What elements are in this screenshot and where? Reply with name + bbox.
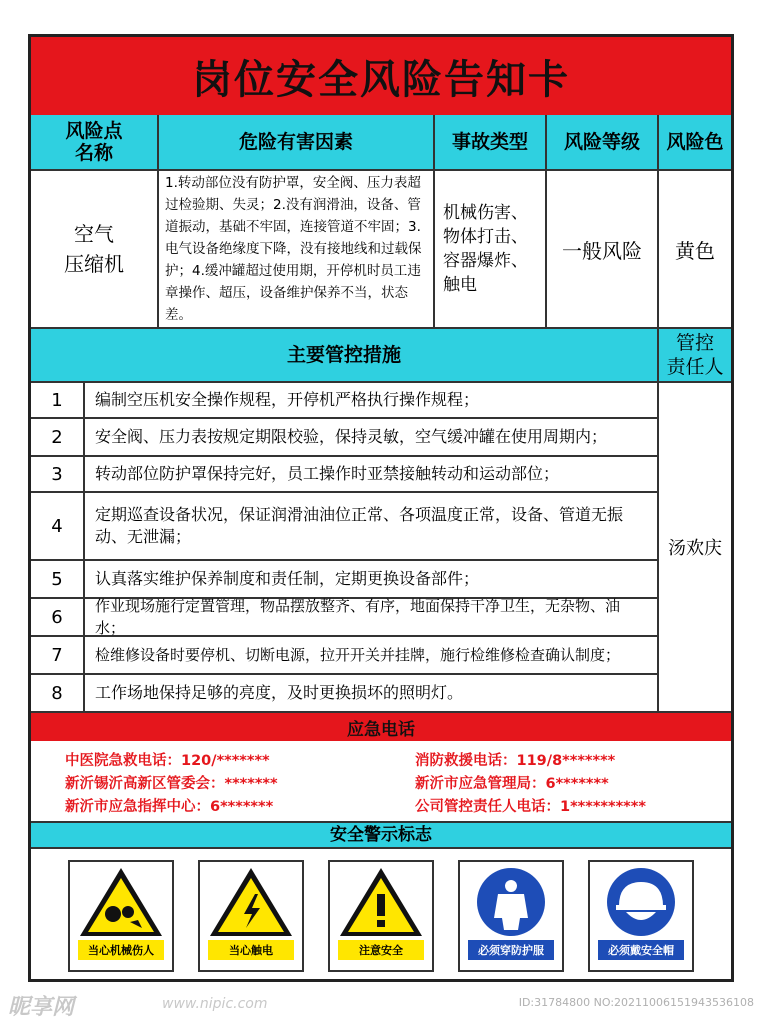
- sign-label: 当心触电: [208, 940, 294, 960]
- phone-emergency-bureau: 新沂市应急管理局：6*******: [415, 776, 609, 792]
- sign-caution: [328, 860, 434, 972]
- risk-point-line2: 压缩机: [64, 252, 124, 276]
- risk-point-line1: 空气: [74, 222, 114, 246]
- responsible-header-line2: 责任人: [666, 356, 724, 378]
- phone-company-responsible: 公司管控责任人电话：1**********: [415, 799, 646, 815]
- measure-number: 8: [31, 675, 85, 713]
- measure-text: 作业现场施行定置管理，物品摆放整齐、有序，地面保持干净卫生，无杂物、油水；: [85, 599, 659, 637]
- safety-helmet-icon: [590, 862, 692, 942]
- phone-hospital: 中医院急救电话：120/*******: [65, 753, 270, 769]
- protective-clothing-icon: [460, 862, 562, 942]
- accident-text: 机械伤害、物体打击、容器爆炸、触电: [443, 203, 528, 295]
- accident-cell: [435, 171, 547, 329]
- hazard-text: 1.转动部位没有防护罩，安全阀、压力表超过检验期、失灵；2.没有润滑油，设备、管道振动，基础不牢固，连接管道不牢固；3.电气设备绝缘度下降，没有接地线和过载保护；4.缓冲罐超过使用期，开停机时员工违章操作、超压，设备维护保养不当，状态差。: [165, 175, 422, 323]
- header-accident: [435, 115, 547, 171]
- hazard-cell: [159, 171, 435, 329]
- page-title: 岗位安全风险告知卡: [192, 56, 570, 103]
- measure-text: 编制空压机安全操作规程，开停机严格执行操作规程；: [85, 383, 659, 419]
- measure-text: 定期巡查设备状况，保证润滑油油位正常、各项温度正常，设备、管道无振动、无泄漏；: [85, 493, 659, 561]
- watermark-logo: 昵享网: [8, 995, 75, 1020]
- phone-committee: 新沂锡沂高新区管委会：*******: [65, 776, 278, 792]
- signs-header: [31, 821, 731, 849]
- risk-notice-card: [28, 34, 734, 982]
- sign-label: 注意安全: [338, 940, 424, 960]
- sign-label: 必须穿防护服: [468, 940, 554, 960]
- measure-text: 转动部位防护罩保持完好，员工操作时亚禁接触转动和运动部位；: [85, 457, 659, 493]
- phone-fire: 消防救援电话：119/8*******: [415, 753, 616, 769]
- responsible-person-cell: [659, 383, 731, 713]
- header-color-label: 风险色: [666, 131, 724, 153]
- measure-text: 工作场地保持足够的亮度，及时更换损坏的照明灯。: [85, 675, 659, 713]
- header-risk-point-line1: 风险点: [65, 120, 123, 142]
- sign-safety-helmet: [588, 860, 694, 972]
- header-risk-point: [31, 115, 159, 171]
- measure-number: 1: [31, 383, 85, 419]
- sign-protective-clothing: [458, 860, 564, 972]
- sign-electric: [198, 860, 304, 972]
- header-level-label: 风险等级: [563, 131, 640, 153]
- responsible-person: 汤欢庆: [668, 538, 722, 559]
- sign-label: 当心机械伤人: [78, 940, 164, 960]
- phone-command-center: 新沂市应急指挥中心：6*******: [65, 799, 274, 815]
- emergency-header-label: 应急电话: [347, 719, 415, 740]
- sign-mechanical: [68, 860, 174, 972]
- header-hazard: [159, 115, 435, 171]
- responsible-header: [659, 329, 731, 383]
- emergency-header: [31, 713, 731, 741]
- measure-text: 安全阀、压力表按规定期限校验，保持灵敏，空气缓冲罐在使用周期内；: [85, 419, 659, 457]
- measures-header-label: 主要管控措施: [286, 344, 401, 366]
- level-cell: [547, 171, 659, 329]
- electric-shock-warning-icon: [200, 862, 302, 942]
- sign-label: 必须戴安全帽: [598, 940, 684, 960]
- measure-text: 认真落实维护保养制度和责任制，定期更换设备部件；: [85, 561, 659, 599]
- risk-color-value: 黄色: [675, 238, 715, 263]
- caution-warning-icon: [330, 862, 432, 942]
- measure-number: 4: [31, 493, 85, 561]
- measure-number: 7: [31, 637, 85, 675]
- measures-header: [31, 329, 659, 383]
- measure-number: 6: [31, 599, 85, 637]
- color-cell: [659, 171, 731, 329]
- measure-number: 5: [31, 561, 85, 599]
- image-id-text: ID:31784800 NO:20211006151943536108: [518, 996, 754, 1009]
- header-hazard-label: 危险有害因素: [238, 131, 353, 153]
- signs-header-label: 安全警示标志: [330, 825, 432, 845]
- risk-point-cell: [31, 171, 159, 329]
- measure-text: 检维修设备时要停机、切断电源，拉开开关并挂牌，施行检维修检查确认制度；: [85, 637, 659, 675]
- risk-level-value: 一般风险: [562, 238, 642, 263]
- title-bar: [31, 37, 731, 115]
- responsible-header-line1: 管控: [675, 332, 714, 354]
- measure-number: 2: [31, 419, 85, 457]
- mechanical-injury-warning-icon: [70, 862, 172, 942]
- header-accident-label: 事故类型: [451, 131, 528, 153]
- header-level: [547, 115, 659, 171]
- watermark-url: www.nipic.com: [162, 996, 268, 1012]
- header-color: [659, 115, 731, 171]
- header-risk-point-line2: 名称: [74, 142, 113, 164]
- measure-number: 3: [31, 457, 85, 493]
